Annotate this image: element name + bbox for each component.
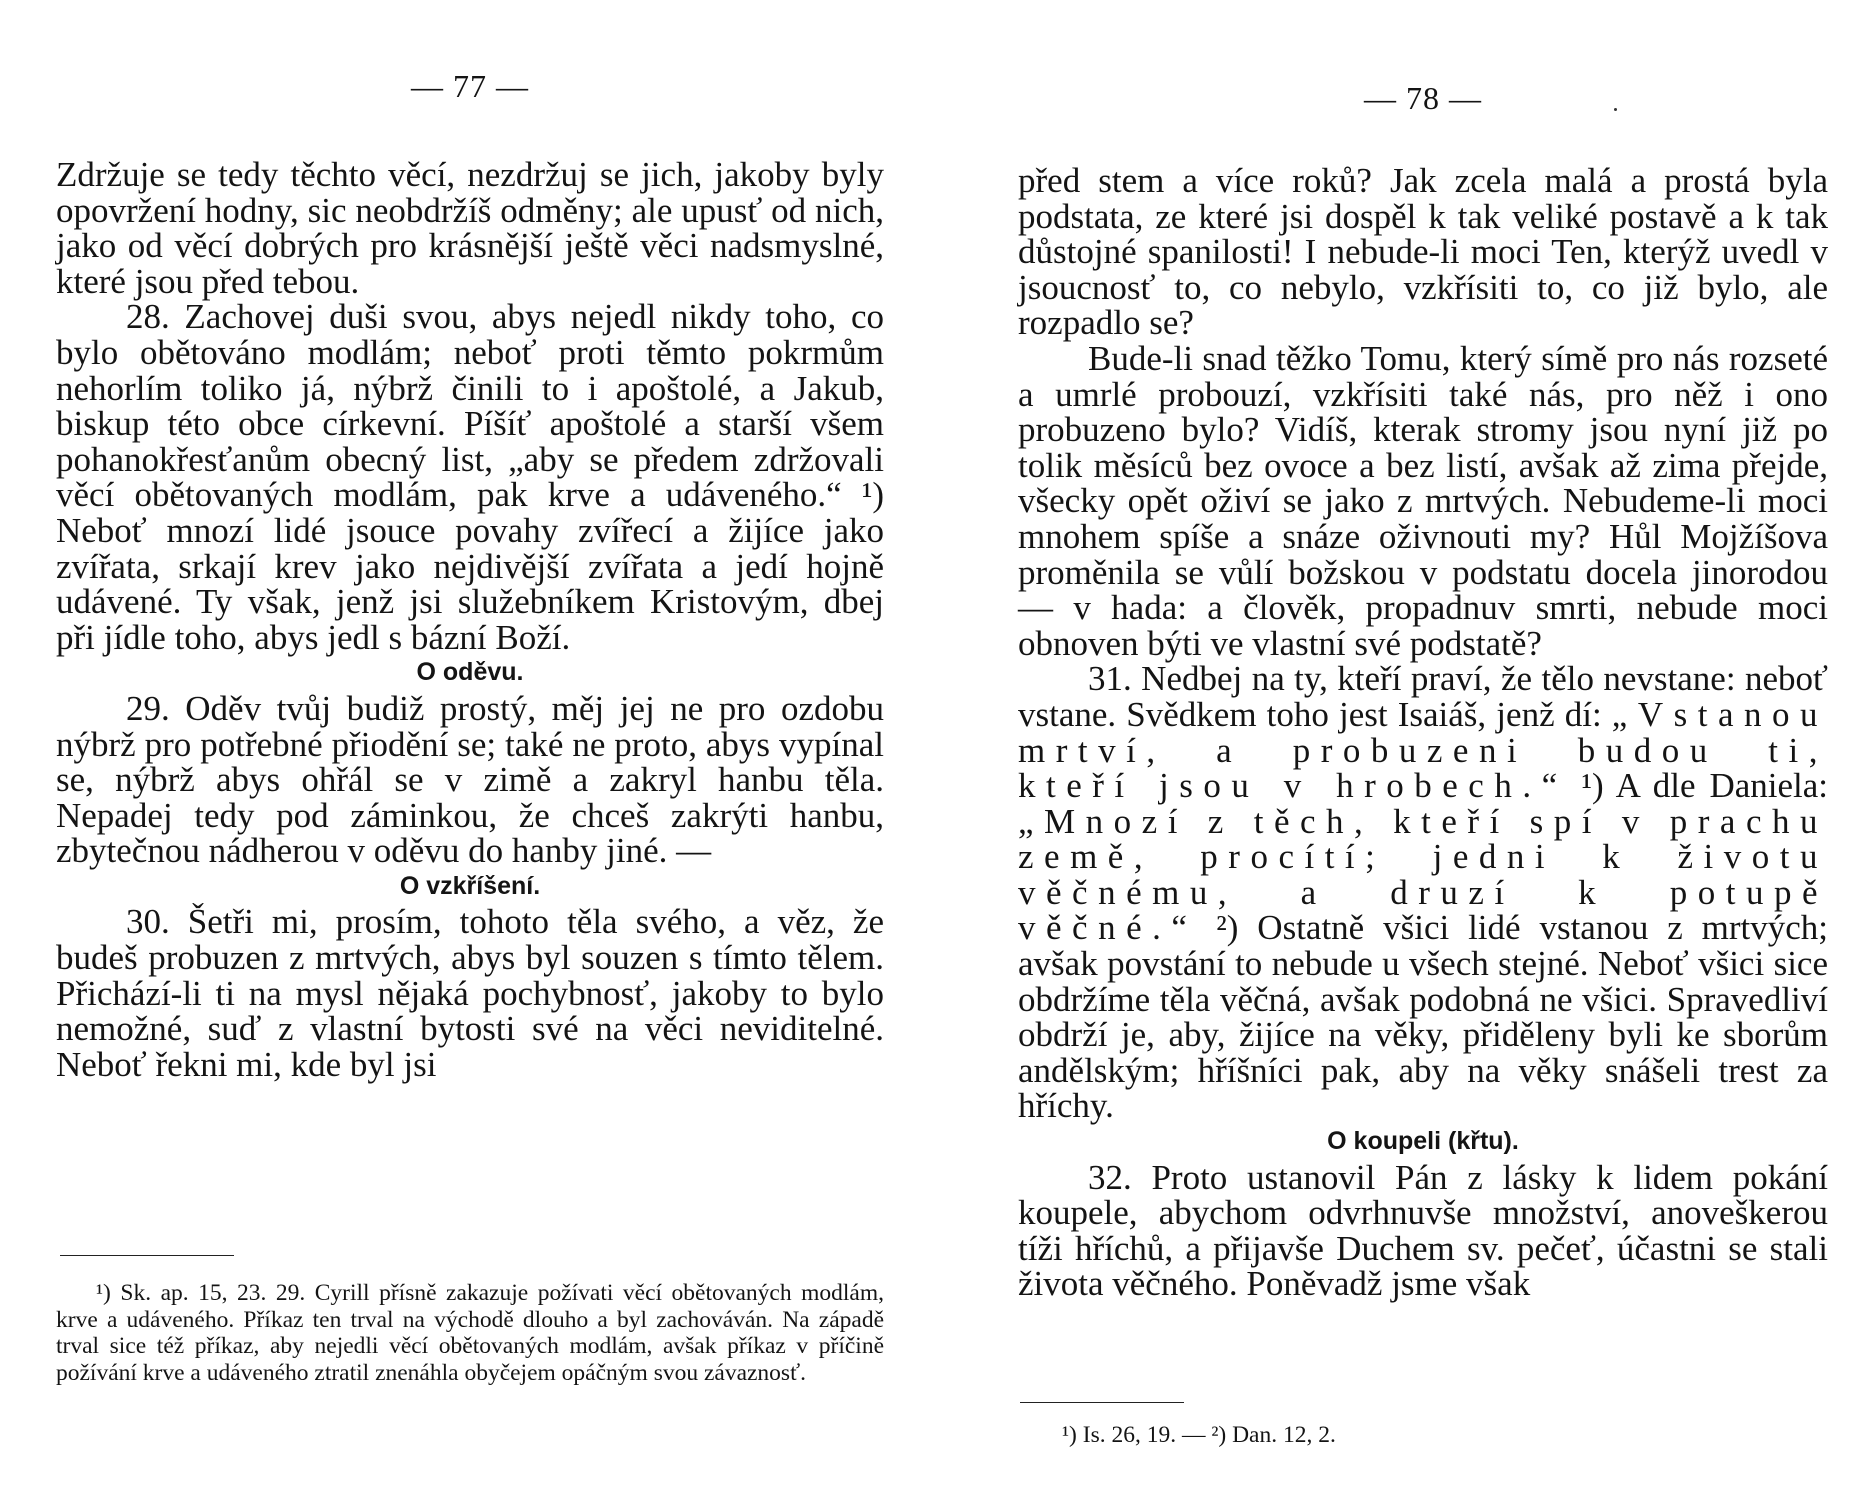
paragraph-29: 29. Oděv tvůj budiž prostý, měj jej ne pro ozdobu nýbrž pro potřebné přiodění se; také ne proto, abys vypínal se, nýbrž abys ohřál se v zimě a zakryl hanbu těla. Nepadej tedy pod záminkou, že chceš zakrýti hanbu, zbytečnou nádherou v oděvu do hanby jiné. — [56,688,884,871]
intro-paragraph: Zdržuje se tedy těchto věcí, nezdržuj se jich, jakoby byly opovržení hodny, sic neobdržíš odměny; ale upusť od nich, jako od věcí dobrých pro krásnější ještě věci nadsmyslné, které jsou před tebou. [56,155,884,301]
heading-koupeli: O koupeli (křtu). [1327,1127,1519,1156]
paragraph-32: 32. Proto ustanovil Pán z lásky k lidem pokání koupele, abychom odvrhnuvše množství, anoveškerou tíži hříchů, a přijavše Duchem sv. pečeť, účastni se stali života věčného. Poněvadž jsme však [1018,1157,1828,1304]
continuation-paragraph: před stem a více roků? Jak zcela malá a prostá byla podstata, ze které jsi dospěl k tak veliké postavě a k tak důstojné spanilosti! I nebude-li moci Ten, kterýž uvedl v jsoucnosť to, co nebylo, vzkřísiti to, co již bylo, ale rozpadlo se? [1018,161,1828,343]
daniel-quote: „Mnozí z těch, kteří spí v prachu země, procítí; jedni k životu věčnému, a druzí k potupě věčné.“ [1018,801,1828,948]
left-page-body [56,157,884,1082]
paragraph-31-text-2: ¹) A dle Daniela: [1567,766,1828,806]
footnote-1-left: ¹) Sk. ap. 15, 23. 29. Cyrill přísně zakazuje požívati věcí obětovaných modlám, krve a udáveného. Příkaz ten trval na východě dlouho a byl zachováván. Na západě trval sice též příkaz, aby nejedli věcí obětovaných modlám, avšak příkaz v příčině požívání krve a udáveného ztratil znenáhla obyčejem opáčným svou závaznosť. [56,1280,884,1386]
footnote-divider-left [60,1255,234,1256]
paragraph-31-text-1: 31. Nedbej na ty, kteří praví, že tělo nevstane: neboť vstane. Svědkem toho jest Isaiáš, jenž dí: [1018,659,1828,734]
page-number-right: — 78 — [1364,80,1482,116]
right-page [1018,0,1828,1500]
footnote-divider-right [1020,1402,1184,1403]
paragraph-31 [1018,661,1828,1124]
footnote-line-right: ¹) Is. 26, 19. — ²) Dan. 12, 2. [1062,1422,1336,1448]
isaiah-quote: „Vstanou mrtví, a probuzeni budou ti, kteří jsou v hrobech.“ [1018,694,1828,806]
bude-paragraph: Bude-li snad těžko Tomu, který símě pro nás rozseté a umrlé probouzí, vzkřísiti také nás, pro něž i ono probuzeno bylo? Vidíš, kterak stromy jsou nyní již po tolik měsíců bez ovoce a bez listí, avšak až zima přejde, všecky opět oživí se jako z mrtvých. Nebudeme-li moci mnohem spíše a snáze oživnouti my? Hůl Mojžíšova proměnila se vůlí božskou v podstatu docela jinorodou — v hada: a člověk, propadnuv smrti, nebude moci obnoven býti ve vlastní své podstatě? [1018,338,1828,663]
paragraph-30: 30. Šetři mi, prosím, tohoto těla svého, a věz, že budeš probuzen z mrtvých, abys byl souzen s tímto tělem. Přichází-li ti na mysl nějaká pochybnosť, jakoby to bylo nemožné, suď z vlastní bytosti své na věci neviditelné. Neboť řekni mi, kde byl jsi [56,902,884,1084]
page-number-left: — 77 — [411,68,529,104]
footnotes-left [56,1280,884,1386]
heading-odevu: O oděvu. [416,658,524,687]
paragraph-28: 28. Zachovej duši svou, abys nejedl nikdy toho, co bylo obětováno modlám; neboť proti těmto pokrmům nehorlím toliko já, nýbrž činili to i apoštolé, a Jakub, biskup této obce církevní. Píšíť apoštolé a starší všem pohanokřesťanům obecný list, „aby se předem zdržovali věcí obětovaných modlám, pak krve a udáveného.“ ¹) Neboť mnozí lidé jsouce povahy zvířecí a žijíce jako zvířata, srkají krev jako nejdivější zvířata a jedí hojně udávené. Ty však, jenž jsi služebníkem Kristovým, dbej při jídle toho, abys jedl s bázní Boží. [56,297,884,657]
heading-vzkriseni: O vzkříšení. [399,871,541,900]
paragraph-31-text-3: ²) Ostatně všici lidé vstanou z mrtvých; avšak povstání to nebude u všech stejné. Neboť všici sice obdržíme těla věčná, avšak podobná ne všici. Spravedliví obdrží je, aby, žijíce na věky, přiděleny byli ke sborům andělským; hříšníci pak, aby na věky snášeli trest za hříchy. [1018,908,1828,1126]
left-page [56,0,884,1500]
footnotes-right [1018,1422,1828,1449]
right-page-body [1018,163,1828,1302]
